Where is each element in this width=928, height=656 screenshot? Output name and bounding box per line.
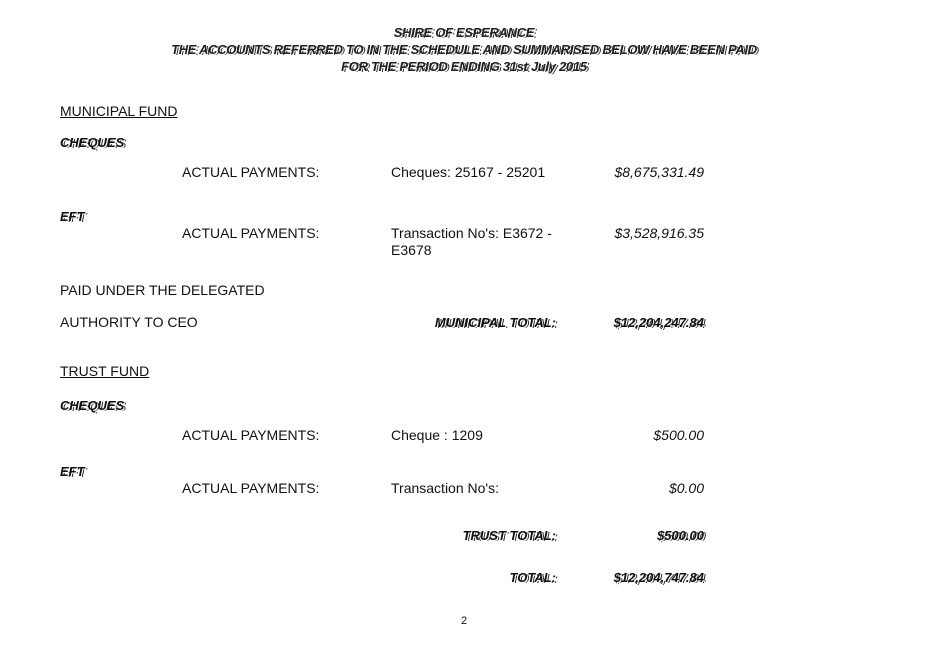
municipal-eft-amount: $3,528,916.35 <box>614 225 704 241</box>
municipal-cheques-amount: $8,675,331.49 <box>614 164 704 180</box>
trust-total-label: TRUST TOTAL: <box>462 528 556 543</box>
municipal-total-label: MUNICIPAL TOTAL: <box>434 315 556 330</box>
municipal-eft-description-line2: E3678 <box>391 242 432 258</box>
header-line-2: THE ACCOUNTS REFERRED TO IN THE SCHEDULE AND SUMMARISED BELOW HAVE BEEN PAID <box>171 42 757 57</box>
municipal-cheques-actual-label: ACTUAL PAYMENTS: <box>182 164 320 180</box>
trust-cheques-amount: $500.00 <box>653 427 704 443</box>
trust-eft-amount: $0.00 <box>668 480 704 496</box>
page-number: 2 <box>460 615 468 627</box>
municipal-eft-actual-label: ACTUAL PAYMENTS: <box>182 225 320 241</box>
delegated-line-1: PAID UNDER THE DELEGATED <box>60 282 265 298</box>
municipal-cheques-label: CHEQUES <box>60 135 125 150</box>
trust-cheques-description: Cheque : 1209 <box>391 427 483 443</box>
municipal-fund-title: MUNICIPAL FUND <box>60 103 178 119</box>
trust-cheques-label: CHEQUES <box>60 398 125 413</box>
header-line-3: FOR THE PERIOD ENDING 31st July 2015 <box>341 59 587 74</box>
trust-fund-title: TRUST FUND <box>60 363 150 379</box>
municipal-cheques-description: Cheques: 25167 - 25201 <box>391 164 546 180</box>
delegated-line-2: AUTHORITY TO CEO <box>60 314 198 330</box>
municipal-eft-label: EFT <box>60 209 85 224</box>
grand-total-label: TOTAL: <box>509 570 556 585</box>
trust-eft-actual-label: ACTUAL PAYMENTS: <box>182 480 320 496</box>
municipal-eft-description-line1: Transaction No's: E3672 - <box>391 225 552 241</box>
grand-total-value: $12,204,747.84 <box>613 570 704 585</box>
municipal-total-value: $12,204,247.84 <box>613 315 704 330</box>
trust-cheques-actual-label: ACTUAL PAYMENTS: <box>182 427 320 443</box>
trust-eft-label: EFT <box>60 464 85 479</box>
trust-total-value: $500.00 <box>657 528 704 543</box>
trust-eft-description: Transaction No's: <box>391 480 499 496</box>
header-line-1: SHIRE OF ESPERANCE <box>393 25 535 40</box>
